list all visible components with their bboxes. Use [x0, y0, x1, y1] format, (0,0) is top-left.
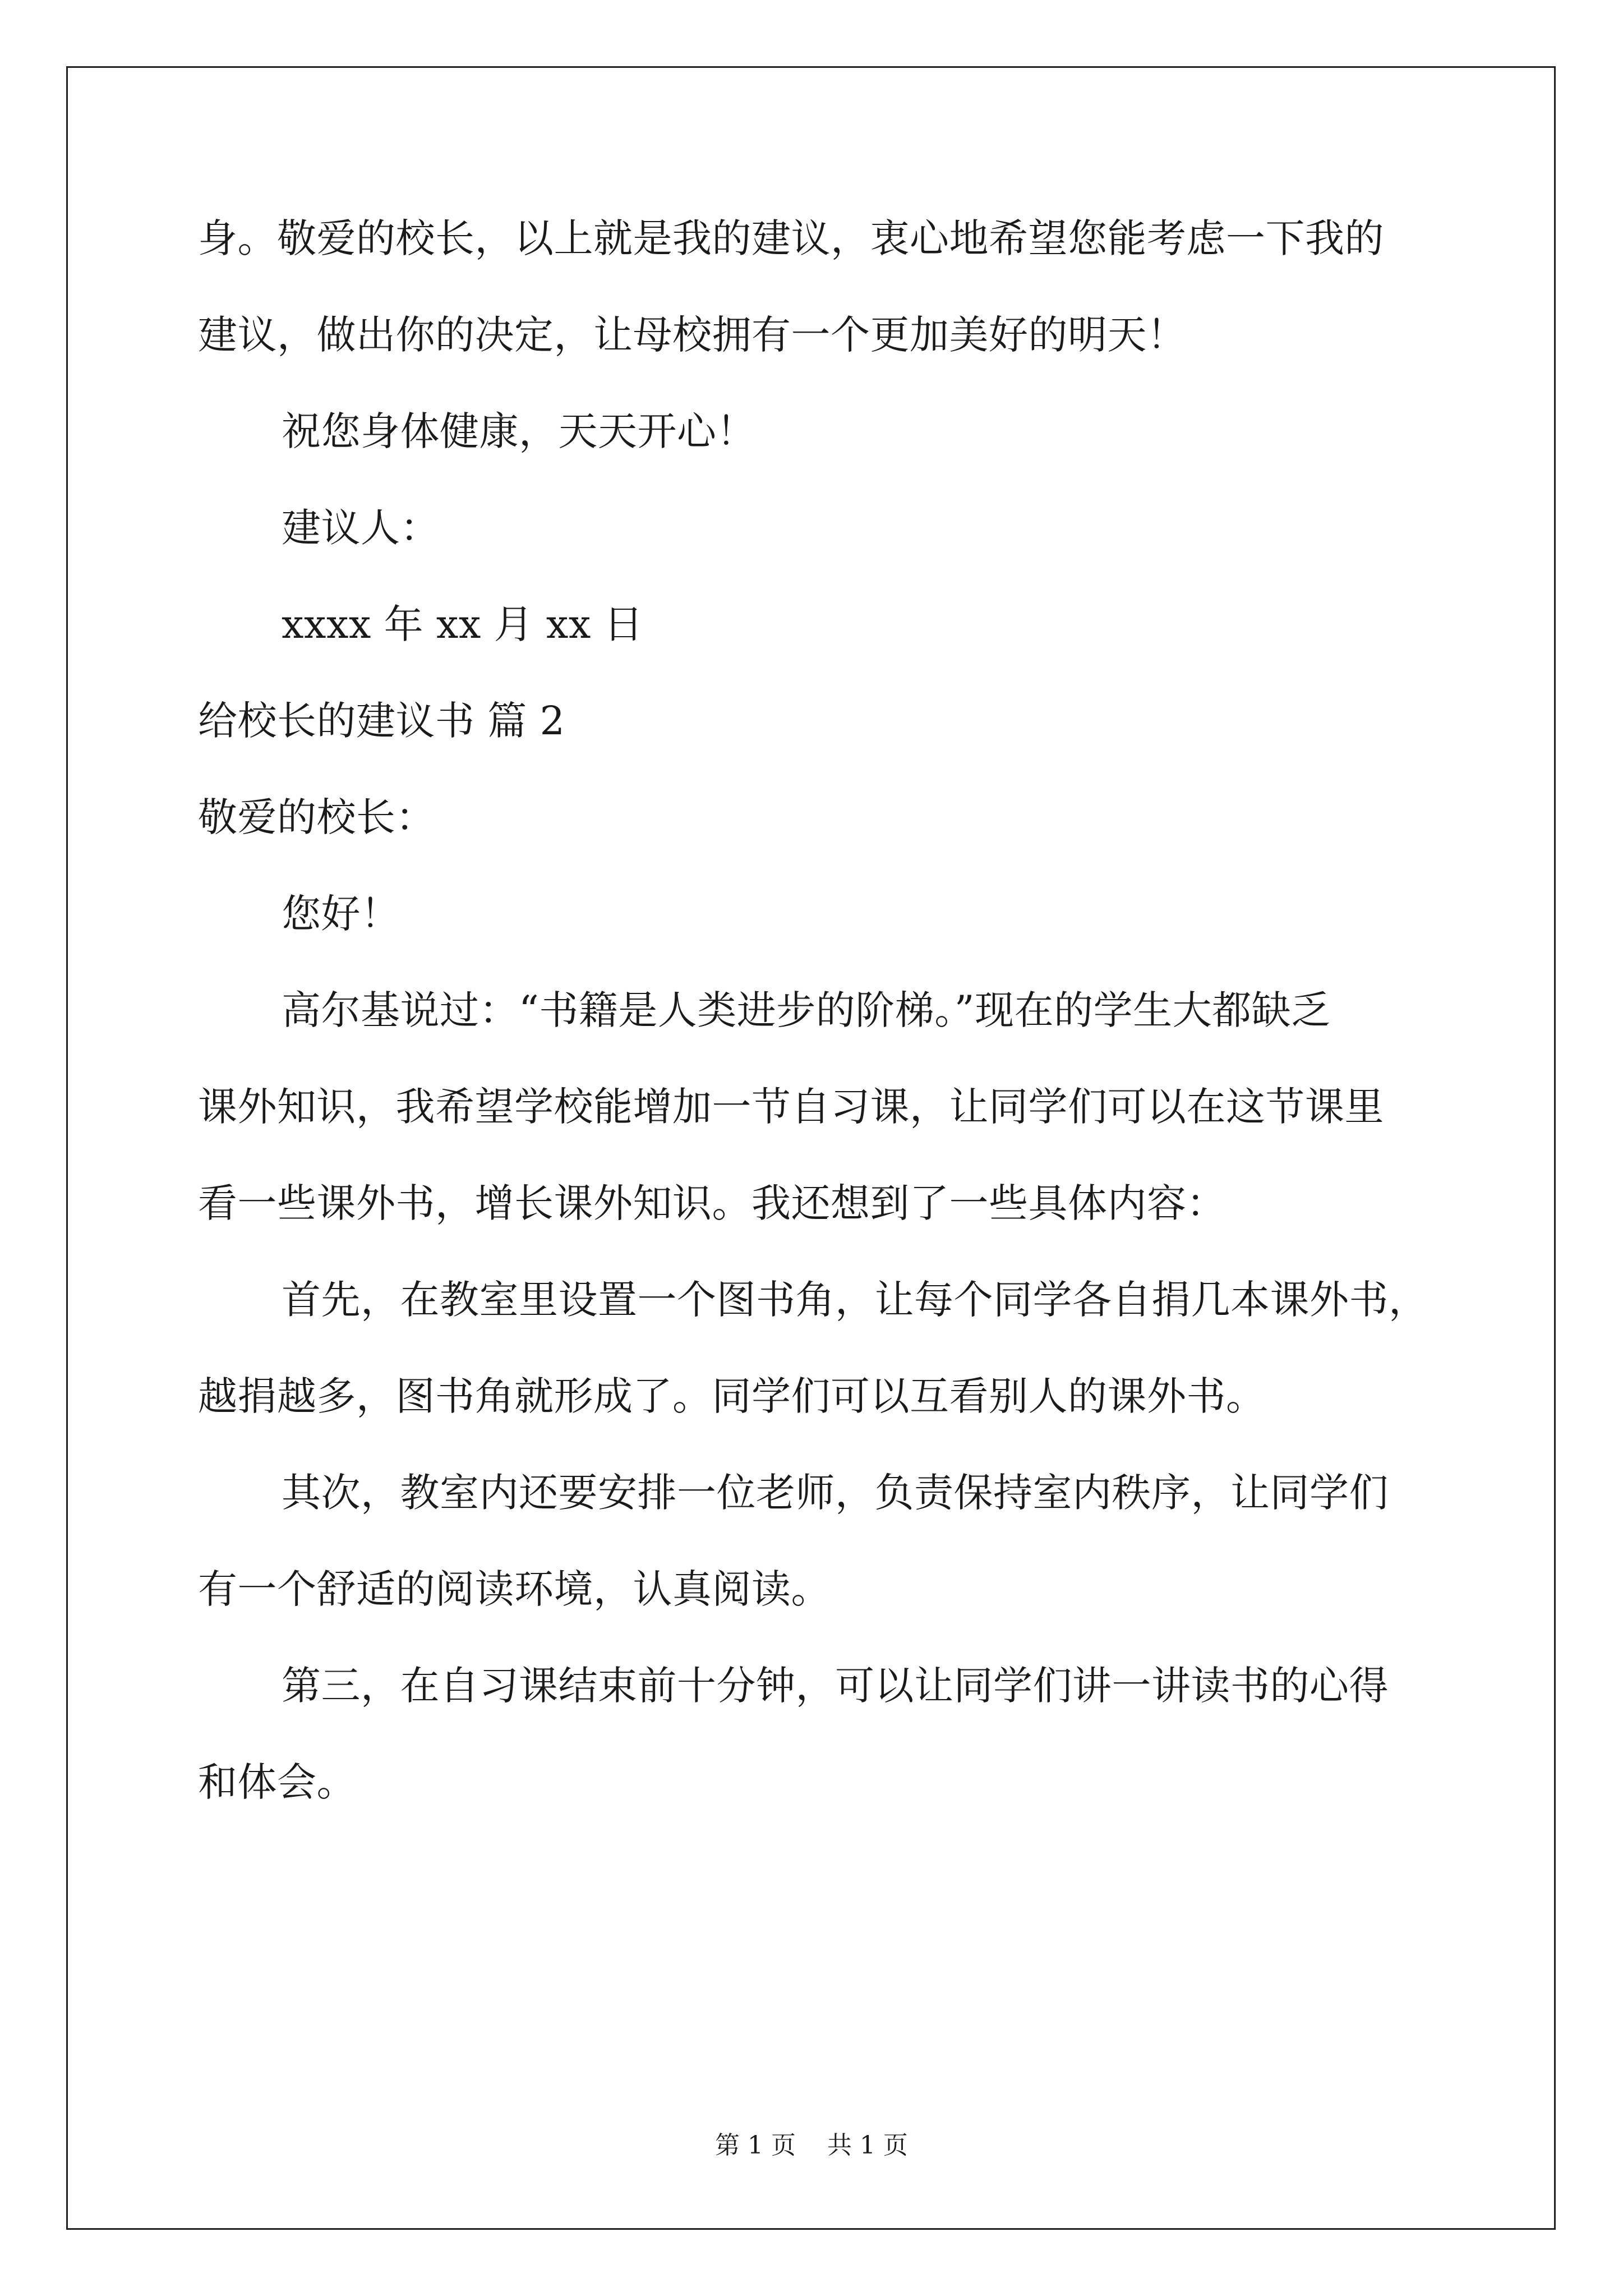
text-line: 越捐越多，图书角就形成了。同学们可以互看别人的课外书。 — [198, 1373, 1266, 1419]
text-line: 和体会。 — [198, 1759, 356, 1805]
text-line: 第三，在自习课结束前十分钟，可以让同学们讲一讲读书的心得 — [282, 1663, 1389, 1709]
text-line: 课外知识，我希望学校能增加一节自习课，让同学们可以在这节课里 — [198, 1084, 1384, 1130]
text-line: 建议，做出你的决定，让母校拥有一个更加美好的明天！ — [198, 312, 1187, 358]
text-line: 其次，教室内还要安排一位老师，负责保持室内秩序，让同学们 — [282, 1470, 1389, 1516]
text-line: 看一些课外书，增长课外知识。我还想到了一些具体内容： — [198, 1180, 1226, 1226]
text-line: 有一个舒适的阅读环境，认真阅读。 — [198, 1566, 831, 1612]
page-footer: 第 1 页 共 1 页 — [715, 2131, 908, 2160]
closing-wish: 祝您身体健康，天天开心！ — [282, 408, 756, 454]
section-heading: 给校长的建议书 篇 2 — [198, 698, 565, 744]
text-line: 身。敬爱的校长，以上就是我的建议，衷心地希望您能考虑一下我的 — [198, 215, 1384, 261]
greeting: 您好！ — [282, 891, 400, 937]
text-line: 高尔基说过：“书籍是人类进步的阶梯。”现在的学生大都缺乏 — [282, 987, 1331, 1033]
salutation: 敬爱的校长： — [198, 794, 435, 840]
signature-label: 建议人： — [282, 505, 440, 551]
date-line: xxxx 年 xx 月 xx 日 — [282, 601, 644, 647]
text-line: 首先，在教室里设置一个图书角，让每个同学各自捐几本课外书， — [282, 1277, 1428, 1323]
page-border — [66, 66, 1556, 2230]
